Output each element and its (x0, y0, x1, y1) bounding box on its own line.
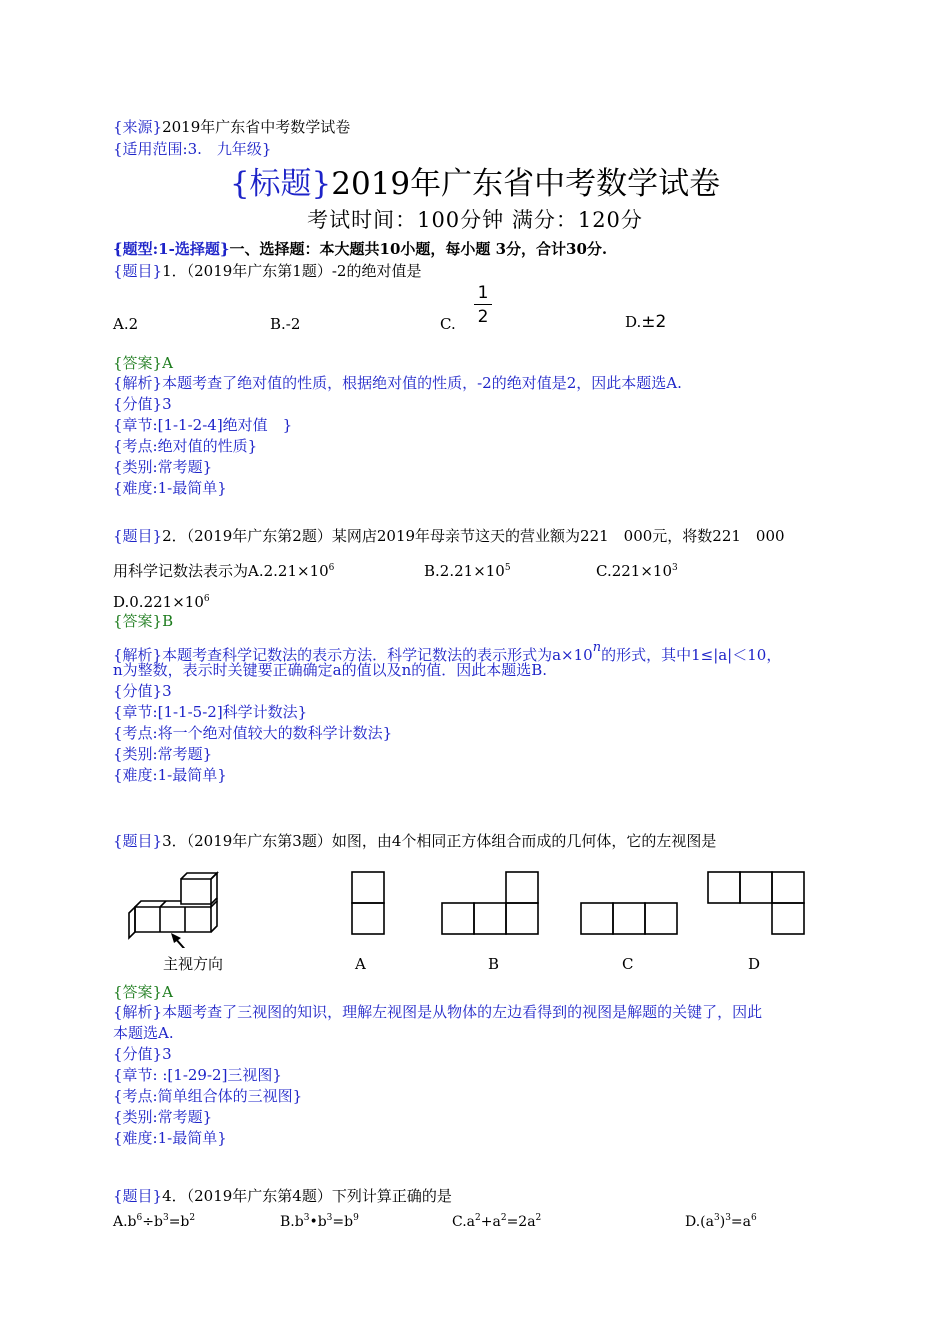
q3-category: {类别:常考题} (113, 1108, 213, 1126)
q2-option-a: 用科学记数法表示为A.2.21×10 (113, 562, 329, 580)
q2-stem (113, 527, 785, 545)
q2-option-d-text: D.0.221×10 (113, 593, 204, 611)
section-text: 一、选择题：本大题共10小题，每小题 3分，合计30分. (229, 240, 608, 258)
q4-a-exp1: 6 (136, 1213, 143, 1223)
q2-answer: {答案}B (113, 612, 174, 630)
fraction-denominator: 2 (477, 307, 489, 327)
q2-option-c (596, 559, 678, 580)
q3-chapter: {章节: :[1-29-2]三视图} (113, 1066, 282, 1084)
title-text: 2019年广东省中考数学试卷 (331, 166, 721, 202)
q4-c-exp3: 2 (535, 1213, 542, 1223)
q2-point: {考点:将一个绝对值较大的数科学计数法} (113, 724, 393, 742)
q3-answer: {答案}A (113, 983, 173, 1001)
q2-analysis-exp: n (592, 640, 602, 655)
q1-difficulty: {难度:1-最简单} (113, 479, 227, 497)
q4-d-part2: ) (719, 1214, 726, 1230)
q4-c-part2: +a (480, 1214, 501, 1230)
q4-stem (113, 1187, 452, 1205)
q4-a-part2: ÷b (142, 1214, 163, 1230)
q4-option-d (685, 1209, 757, 1231)
q3-stem-tag: {题目} (113, 832, 163, 850)
q4-c-exp2: 2 (500, 1213, 507, 1223)
q1-option-a: A.2 (113, 315, 139, 333)
q3-figure-b (440, 870, 540, 936)
q4-c-exp1: 2 (475, 1213, 481, 1223)
q1-category: {类别:常考题} (113, 458, 213, 476)
top-cube-front (181, 879, 211, 904)
section-heading (113, 240, 607, 258)
fraction-bar (474, 304, 492, 305)
q4-stem-tag: {题目} (113, 1187, 163, 1205)
q4-b-part1: B.b (280, 1214, 304, 1230)
q4-d-exp2: 3 (725, 1213, 731, 1223)
bottom-row-top (135, 901, 181, 907)
q3-figure-a-label: A (355, 955, 366, 973)
q4-a-exp2: 3 (162, 1213, 169, 1223)
q4-a-part3: =b (168, 1214, 190, 1230)
q4-option-c (452, 1209, 541, 1231)
q3-figure-a (350, 870, 386, 936)
q2-stem-text: 2．（2019年广东第2题）某网店2019年母亲节这天的营业额为221 000元，将数221 000 (162, 527, 785, 545)
q4-stem-text: 4．（2019年广东第4题）下列计算正确的是 (162, 1187, 452, 1205)
q1-option-d-label: D. (625, 313, 642, 331)
q1-point: {考点:绝对值的性质} (113, 437, 258, 455)
scope-line: {适用范围:3. 九年级} (113, 140, 272, 158)
q1-stem-text: 1．（2019年广东第1题）-2的绝对值是 (162, 262, 422, 280)
q3-figure-b-label: B (488, 955, 500, 973)
q4-d-part1: D.(a (685, 1214, 714, 1230)
q3-analysis-line1: {解析}本题考查了三视图的知识，理解左视图是从物体的左边看得到的视图是解题的关键了，因此 (113, 1003, 763, 1021)
section-tag: {题型:1-选择题} (113, 240, 230, 258)
q2-difficulty: {难度:1-最简单} (113, 766, 227, 784)
q2-option-d (113, 590, 210, 611)
q2-option-a-exp: 6 (328, 563, 335, 573)
q2-category: {类别:常考题} (113, 745, 213, 763)
q1-analysis: {解析}本题考查了绝对值的性质，根据绝对值的性质，-2的绝对值是2，因此本题选A. (113, 374, 682, 392)
q2-option-b-exp: 5 (504, 563, 511, 573)
q2-option-c-exp: 3 (672, 563, 678, 573)
q3-figure-c (579, 901, 679, 936)
q2-chapter: {章节:[1-1-5-2]科学计数法} (113, 703, 308, 721)
page-title (0, 166, 950, 202)
q1-option-c: C. (440, 315, 456, 333)
q1-answer: {答案}A (113, 354, 173, 372)
q2-analysis-line2: n为整数，表示时关键要正确确定a的值以及n的值．因此本题选B. (113, 661, 548, 679)
source-text: 2019年广东省中考数学试卷 (162, 118, 351, 136)
q4-c-part3: =2a (506, 1214, 536, 1230)
q4-b-part2: •b (309, 1214, 327, 1230)
q4-a-exp3: 2 (189, 1213, 196, 1223)
q3-figure-d (706, 870, 806, 936)
q3-figure-d-label: D (748, 955, 761, 973)
source-tag: {来源} (113, 118, 163, 136)
q1-option-d (625, 313, 666, 331)
q2-option-b (424, 559, 511, 580)
q3-figure-c-label: C (622, 955, 634, 973)
q1-option-b: B.-2 (270, 315, 301, 333)
q2-option-b-text: B.2.21×10 (424, 562, 505, 580)
q3-stem-text: 3．（2019年广东第3题）如图，由4个相同正方体组合而成的几何体，它的左视图是 (162, 832, 717, 850)
q2-stem-line2 (113, 559, 334, 580)
q2-stem-tag: {题目} (113, 527, 163, 545)
q2-score: {分值}3 (113, 682, 172, 700)
q1-stem-tag: {题目} (113, 262, 163, 280)
q4-option-a (113, 1209, 195, 1231)
q3-score: {分值}3 (113, 1045, 172, 1063)
source-line (113, 118, 350, 136)
q4-d-part3: =a (730, 1214, 751, 1230)
q4-b-exp1: 3 (303, 1213, 310, 1223)
q3-difficulty: {难度:1-最简单} (113, 1129, 227, 1147)
q4-b-exp2: 3 (326, 1213, 333, 1223)
q3-stem (113, 832, 716, 850)
q4-b-part3: =b (332, 1214, 354, 1230)
bottom-row-front (135, 907, 211, 932)
top-cube-side (211, 873, 217, 904)
page-subtitle: 考试时间：100分钟 满分：120分 (307, 208, 643, 232)
q2-option-c-text: C.221×10 (596, 562, 672, 580)
q4-b-exp3: 9 (353, 1213, 359, 1223)
q3-solid-figure (125, 868, 225, 948)
fraction-numerator: 1 (477, 283, 489, 303)
q2-analysis-end: 的形式，其中1≤|a|＜10， (601, 646, 782, 664)
q4-d-exp1: 3 (713, 1213, 720, 1223)
q1-option-c-fraction (472, 283, 494, 327)
q3-point: {考点:简单组合体的三视图} (113, 1087, 303, 1105)
q4-option-b (280, 1209, 359, 1231)
q4-c-part1: C.a (452, 1214, 476, 1230)
q3-analysis-line2: 本题选A. (113, 1024, 174, 1042)
q2-analysis-text: {解析}本题考查科学记数法的表示方法．科学记数法的表示形式为a×10 (113, 646, 593, 664)
q1-stem (113, 262, 421, 280)
q1-score: {分值}3 (113, 395, 172, 413)
title-tag: {标题} (229, 166, 332, 202)
q3-figure-main-label: 主视方向 (163, 955, 224, 973)
q1-option-d-value: ±2 (641, 312, 667, 332)
q4-d-exp3: 6 (751, 1213, 757, 1223)
q1-chapter: {章节:[1-1-2-4]绝对值 } (113, 416, 293, 434)
q2-option-d-exp: 6 (203, 594, 210, 604)
q4-a-part1: A.b (113, 1214, 137, 1230)
